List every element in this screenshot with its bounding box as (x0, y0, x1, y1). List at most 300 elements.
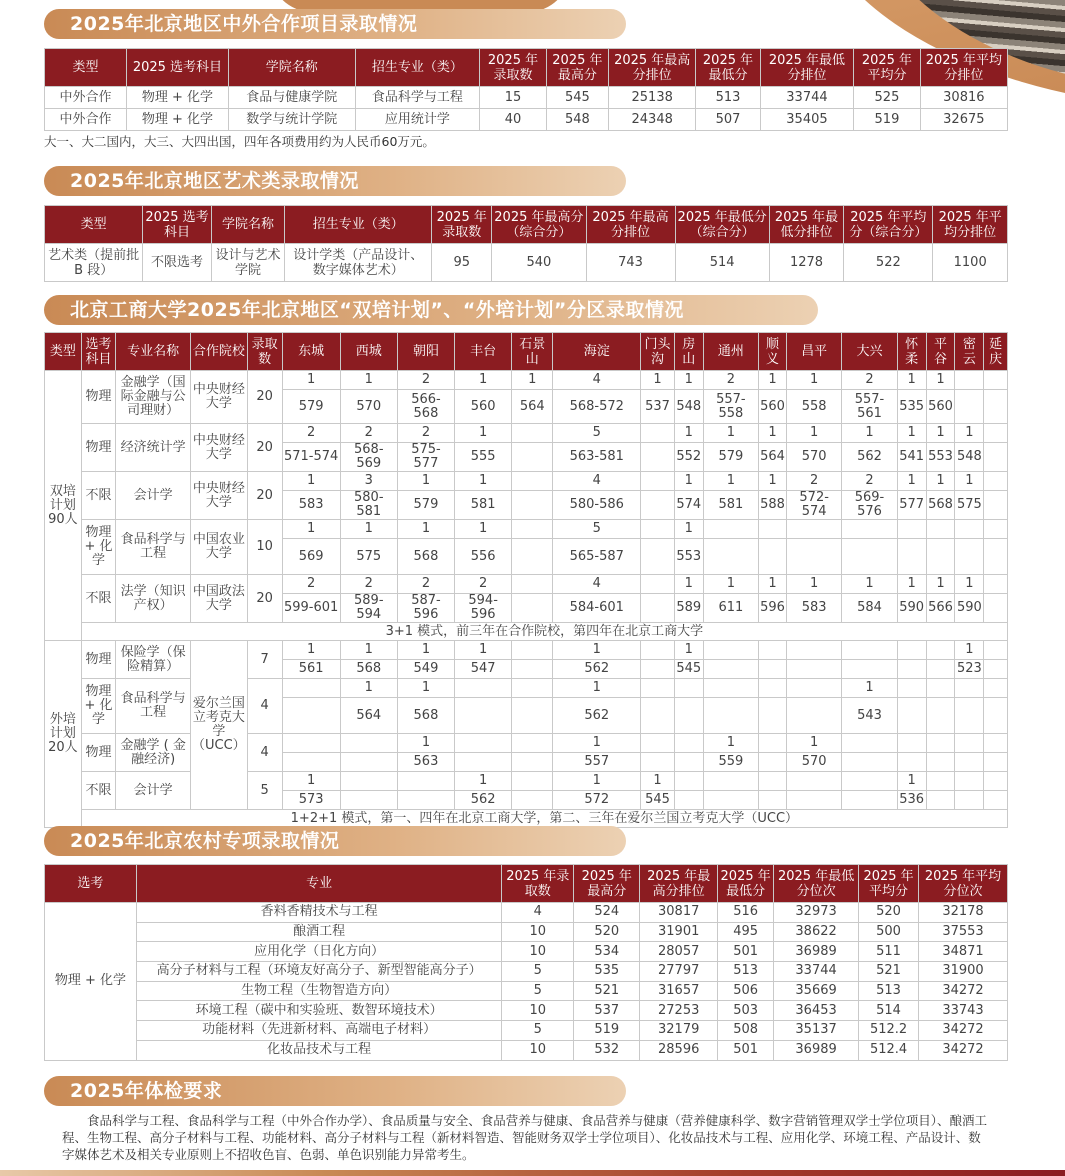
table-cell: 513 (859, 981, 919, 1001)
district-count-cell: 1 (926, 424, 955, 443)
district-count-cell (897, 641, 926, 660)
district-count-cell: 2 (282, 575, 340, 594)
table-cell: 24348 (609, 109, 696, 131)
table-cell: 5 (502, 1021, 574, 1041)
district-score-cell (897, 660, 926, 679)
table-cell: 生物工程（生物智造方向） (136, 981, 501, 1001)
district-score-cell (984, 390, 1008, 424)
district-count-cell: 1 (641, 772, 675, 791)
district-score-cell: 562 (553, 698, 641, 734)
district-count-cell (340, 772, 397, 791)
column-header: 2025 年录取数 (502, 865, 574, 903)
district-score-cell (926, 791, 955, 810)
table-cell: 艺术类（提前批 B 段） (45, 244, 143, 282)
district-score-cell (842, 791, 897, 810)
table-header-row (45, 49, 1008, 87)
subject-cell: 物理 + 化学 (81, 520, 116, 575)
column-header: 2025 年最低分位次 (774, 865, 859, 903)
table-row (45, 1001, 1008, 1021)
major-cell: 食品科学与工程 (116, 679, 191, 734)
table-cell: 30817 (640, 903, 718, 923)
district-score-cell (282, 753, 340, 772)
column-header: 2025 年最低分（综合分） (675, 206, 769, 244)
table-header-row (45, 206, 1008, 244)
subject-cell: 物理 + 化学 (45, 903, 137, 1061)
district-count-cell (984, 772, 1008, 791)
district-score-cell: 575-577 (397, 443, 454, 472)
section-title-art: 2025年北京地区艺术类录取情况 (44, 166, 626, 196)
district-count-cell: 1 (703, 472, 758, 491)
table-cell: 521 (859, 962, 919, 982)
table-cell: 中外合作 (45, 87, 127, 109)
table-cell: 化妆品技术与工程 (136, 1040, 501, 1060)
district-score-cell: 579 (397, 491, 454, 520)
district-score-cell: 581 (455, 491, 512, 520)
district-score-cell: 611 (703, 594, 758, 623)
table-cell: 32178 (919, 903, 1008, 923)
district-score-cell: 594-596 (455, 594, 512, 623)
sino-foreign-note: 大一、大二国内，大三、大四出国，四年各项费用约为人民币60万元。 (44, 134, 435, 149)
table-cell: 15 (480, 87, 546, 109)
table-header-row (45, 333, 1008, 371)
district-score-cell (641, 660, 675, 679)
district-count-cell (787, 520, 842, 539)
count-cell: 7 (247, 641, 282, 679)
table-row (45, 922, 1008, 942)
district-score-cell: 559 (703, 753, 758, 772)
district-score-cell (641, 443, 675, 472)
district-count-cell (641, 641, 675, 660)
column-header: 专业 (136, 865, 501, 903)
table-cell: 35137 (774, 1021, 859, 1041)
district-count-cell (984, 520, 1008, 539)
district-count-cell (641, 575, 675, 594)
district-count-cell: 2 (282, 424, 340, 443)
district-count-cell (455, 679, 512, 698)
district-score-cell: 564 (340, 698, 397, 734)
major-cell: 会计学 (116, 472, 191, 520)
district-score-cell: 563 (397, 753, 454, 772)
table-cell: 40 (480, 109, 546, 131)
district-score-cell: 568-569 (340, 443, 397, 472)
table-cell: 中外合作 (45, 109, 127, 131)
district-count-cell: 1 (759, 424, 787, 443)
district-count-cell (984, 679, 1008, 698)
bottom-decoration-bar (0, 1170, 1065, 1176)
district-score-cell: 577 (897, 491, 926, 520)
district-score-cell (984, 443, 1008, 472)
table-cell: 32973 (774, 903, 859, 923)
column-header: 延庆 (984, 333, 1008, 371)
district-score-cell (787, 791, 842, 810)
district-score-cell (984, 753, 1008, 772)
subject-cell: 不限 (81, 575, 116, 623)
major-cell: 金融学（国际金融与公司理财） (116, 371, 191, 424)
district-score-cell (703, 698, 758, 734)
district-score-cell (787, 539, 842, 575)
district-score-cell (703, 791, 758, 810)
district-count-cell: 1 (787, 371, 842, 390)
district-count-cell (512, 424, 553, 443)
column-header: 2025 年平均分位次 (919, 865, 1008, 903)
district-count-cell: 1 (674, 520, 703, 539)
district-score-cell (897, 539, 926, 575)
subject-cell: 物理 (81, 424, 116, 472)
district-count-cell: 1 (282, 472, 340, 491)
district-count-cell: 1 (897, 575, 926, 594)
section-title-rural: 2025年北京农村专项录取情况 (44, 826, 626, 856)
table-row (45, 244, 1008, 282)
table-cell: 食品科学与工程 (355, 87, 480, 109)
count-cell: 10 (247, 520, 282, 575)
table-cell: 37553 (919, 922, 1008, 942)
district-count-cell (641, 734, 675, 753)
district-score-cell: 556 (455, 539, 512, 575)
table-row (45, 641, 1008, 660)
district-score-cell (759, 753, 787, 772)
plan-type-cell: 外培计划20人 (45, 641, 82, 828)
table-cell: 33743 (919, 1001, 1008, 1021)
table-cell: 495 (718, 922, 774, 942)
column-header: 昌平 (787, 333, 842, 371)
district-count-cell: 1 (512, 371, 553, 390)
district-score-cell (512, 698, 553, 734)
district-count-cell (340, 734, 397, 753)
district-score-cell: 541 (897, 443, 926, 472)
district-count-cell (512, 641, 553, 660)
column-header: 2025 年平均分 (859, 865, 919, 903)
column-header: 专业名称 (116, 333, 191, 371)
column-header: 学院名称 (228, 49, 355, 87)
district-score-cell: 549 (397, 660, 454, 679)
district-count-cell: 1 (787, 734, 842, 753)
table-cell: 食品与健康学院 (228, 87, 355, 109)
table-cell: 环境工程（碳中和实验班、数智环境技术） (136, 1001, 501, 1021)
column-header: 2025 年平均分排位 (920, 49, 1007, 87)
district-count-cell: 1 (397, 472, 454, 491)
district-count-cell (984, 734, 1008, 753)
table-cell: 28596 (640, 1040, 718, 1060)
district-score-cell: 552 (674, 443, 703, 472)
district-count-cell (512, 734, 553, 753)
district-score-cell (955, 791, 984, 810)
district-score-cell (512, 594, 553, 623)
district-count-cell: 4 (553, 371, 641, 390)
district-count-cell: 1 (703, 734, 758, 753)
district-score-cell: 583 (787, 594, 842, 623)
district-count-cell: 1 (955, 641, 984, 660)
table-cell: 545 (546, 87, 608, 109)
district-score-cell: 563-581 (553, 443, 641, 472)
district-count-cell: 1 (759, 472, 787, 491)
district-score-cell: 579 (703, 443, 758, 472)
district-score-cell: 557-558 (703, 390, 758, 424)
count-cell: 5 (247, 772, 282, 810)
district-count-cell: 1 (703, 424, 758, 443)
district-score-cell (759, 698, 787, 734)
district-count-cell: 1 (455, 472, 512, 491)
district-count-cell (674, 772, 703, 791)
district-count-cell (984, 371, 1008, 390)
column-header: 类型 (45, 49, 127, 87)
section-title-health: 2025年体检要求 (44, 1076, 626, 1106)
table-cell: 33744 (760, 87, 853, 109)
district-count-cell (955, 520, 984, 539)
district-score-cell (759, 539, 787, 575)
district-score-cell: 570 (787, 753, 842, 772)
district-score-cell (955, 698, 984, 734)
district-count-cell: 1 (282, 641, 340, 660)
district-score-cell: 596 (759, 594, 787, 623)
count-cell: 20 (247, 424, 282, 472)
district-score-cell (926, 753, 955, 772)
table-cell: 520 (859, 903, 919, 923)
district-count-cell: 1 (897, 772, 926, 791)
district-score-cell (641, 698, 675, 734)
table-cell: 508 (718, 1021, 774, 1041)
district-count-cell: 1 (455, 641, 512, 660)
section-title-sino-foreign: 2025年北京地区中外合作项目录取情况 (44, 9, 626, 39)
district-count-cell: 1 (397, 520, 454, 539)
district-score-cell: 590 (955, 594, 984, 623)
table-cell: 503 (718, 1001, 774, 1021)
district-score-cell: 572-574 (787, 491, 842, 520)
district-count-cell: 1 (955, 575, 984, 594)
district-score-cell: 571-574 (282, 443, 340, 472)
table-cell: 537 (574, 1001, 640, 1021)
partner-cell: 中国政法大学 (191, 575, 248, 623)
table-cell: 31901 (640, 922, 718, 942)
district-count-cell: 1 (340, 641, 397, 660)
column-header: 朝阳 (397, 333, 454, 371)
district-count-cell (759, 679, 787, 698)
subject-cell: 物理 (81, 734, 116, 772)
district-count-cell (759, 641, 787, 660)
district-score-cell (512, 491, 553, 520)
column-header: 平谷 (926, 333, 955, 371)
district-count-cell: 1 (842, 679, 897, 698)
district-count-cell (703, 520, 758, 539)
column-header: 2025 年最高分排位 (640, 865, 718, 903)
district-score-cell: 557-561 (842, 390, 897, 424)
district-count-cell: 1 (674, 641, 703, 660)
district-score-cell: 568 (926, 491, 955, 520)
district-count-cell (842, 641, 897, 660)
table-cell: 1278 (769, 244, 844, 282)
district-count-cell: 1 (842, 424, 897, 443)
district-score-cell: 537 (641, 390, 675, 424)
table-row (45, 903, 1008, 923)
district-score-cell (512, 753, 553, 772)
district-count-cell (674, 679, 703, 698)
table-cell: 525 (854, 87, 920, 109)
district-count-cell (703, 641, 758, 660)
district-count-cell: 1 (703, 575, 758, 594)
district-count-cell (897, 734, 926, 753)
district-count-cell (512, 575, 553, 594)
district-score-cell (759, 791, 787, 810)
district-count-cell (897, 520, 926, 539)
district-score-cell (926, 539, 955, 575)
major-cell: 会计学 (116, 772, 191, 810)
district-count-cell (512, 679, 553, 698)
column-header: 2025 年最高分 (546, 49, 608, 87)
district-score-cell: 553 (674, 539, 703, 575)
district-count-cell: 1 (842, 575, 897, 594)
district-score-cell (282, 698, 340, 734)
table-cell: 数学与统计学院 (228, 109, 355, 131)
district-count-cell: 4 (553, 472, 641, 491)
district-score-cell: 574 (674, 491, 703, 520)
table-cell: 507 (696, 109, 760, 131)
table-cell: 28057 (640, 942, 718, 962)
table-row (45, 472, 1008, 491)
table-cell: 酿酒工程 (136, 922, 501, 942)
district-score-cell: 570 (787, 443, 842, 472)
district-score-cell (703, 539, 758, 575)
table-cell: 532 (574, 1040, 640, 1060)
column-header: 通州 (703, 333, 758, 371)
district-score-cell (512, 791, 553, 810)
district-score-cell (984, 491, 1008, 520)
district-score-cell (842, 753, 897, 772)
table-cell: 519 (574, 1021, 640, 1041)
table-cell: 516 (718, 903, 774, 923)
district-score-cell (984, 660, 1008, 679)
plan-note: 1+2+1 模式，第一、四年在北京工商大学，第二、三年在爱尔兰国立考克大学（UCC） (81, 810, 1007, 828)
column-header: 2025 年平均分 (854, 49, 920, 87)
district-count-cell: 1 (674, 424, 703, 443)
district-count-cell (759, 734, 787, 753)
table-row (45, 772, 1008, 791)
table-cell: 34272 (919, 1040, 1008, 1060)
district-score-cell: 560 (926, 390, 955, 424)
district-count-cell (955, 772, 984, 791)
district-count-cell (641, 679, 675, 698)
column-header: 类型 (45, 206, 143, 244)
column-header: 2025 年最低分 (696, 49, 760, 87)
partner-cell: 中央财经大学 (191, 424, 248, 472)
section-title-dual: 北京工商大学2025年北京地区“双培计划”、“外培计划”分区录取情况 (44, 295, 818, 325)
district-count-cell: 1 (455, 424, 512, 443)
district-score-cell: 583 (282, 491, 340, 520)
subject-cell: 不限 (81, 472, 116, 520)
table-cell: 535 (574, 962, 640, 982)
subject-cell: 物理 (81, 371, 116, 424)
district-count-cell: 3 (340, 472, 397, 491)
district-score-cell: 523 (955, 660, 984, 679)
table-cell: 27253 (640, 1001, 718, 1021)
subject-cell: 物理 (81, 641, 116, 679)
district-score-cell: 547 (455, 660, 512, 679)
column-header: 大兴 (842, 333, 897, 371)
district-score-cell (955, 753, 984, 772)
district-score-cell (455, 698, 512, 734)
table-cell: 38622 (774, 922, 859, 942)
table-cell: 36989 (774, 1040, 859, 1060)
district-score-cell: 568 (397, 539, 454, 575)
district-count-cell: 5 (553, 520, 641, 539)
district-count-cell (842, 772, 897, 791)
district-score-cell: 584 (842, 594, 897, 623)
district-score-cell: 566 (926, 594, 955, 623)
table-cell: 95 (432, 244, 492, 282)
district-score-cell: 599-601 (282, 594, 340, 623)
district-count-cell (955, 734, 984, 753)
district-count-cell (926, 641, 955, 660)
district-count-cell: 1 (553, 641, 641, 660)
count-cell: 20 (247, 472, 282, 520)
district-score-cell (842, 660, 897, 679)
district-score-cell: 569 (282, 539, 340, 575)
table-cell: 519 (854, 109, 920, 131)
sino-foreign-table (44, 48, 1008, 131)
district-count-cell (984, 472, 1008, 491)
column-header: 选考科目 (81, 333, 116, 371)
column-header: 门头沟 (641, 333, 675, 371)
column-header: 招生专业（类） (355, 49, 480, 87)
table-cell: 25138 (609, 87, 696, 109)
major-cell: 保险学（保险精算） (116, 641, 191, 679)
district-score-cell: 589 (674, 594, 703, 623)
table-cell: 1100 (933, 244, 1008, 282)
table-cell: 设计学类（产品设计、数字媒体艺术） (285, 244, 432, 282)
partner-cell: 中央财经大学 (191, 371, 248, 424)
district-score-cell: 568-572 (553, 390, 641, 424)
district-score-cell: 570 (340, 390, 397, 424)
district-score-cell: 589-594 (340, 594, 397, 623)
table-cell: 743 (586, 244, 675, 282)
column-header: 2025 年最高分排位 (586, 206, 675, 244)
table-cell: 522 (844, 244, 933, 282)
district-score-cell: 562 (455, 791, 512, 810)
district-count-cell: 1 (455, 371, 512, 390)
table-cell: 物理 + 化学 (127, 87, 229, 109)
district-score-cell: 590 (897, 594, 926, 623)
table-cell: 521 (574, 981, 640, 1001)
district-count-cell (787, 641, 842, 660)
district-count-cell: 1 (553, 772, 641, 791)
district-score-cell: 562 (553, 660, 641, 679)
table-cell: 513 (696, 87, 760, 109)
column-header: 2025 年最高分 (574, 865, 640, 903)
district-count-cell: 2 (340, 424, 397, 443)
district-score-cell: 553 (926, 443, 955, 472)
district-count-cell (641, 520, 675, 539)
district-score-cell: 588 (759, 491, 787, 520)
district-score-cell (842, 539, 897, 575)
district-count-cell (282, 734, 340, 753)
district-count-cell: 1 (787, 575, 842, 594)
district-count-cell (759, 520, 787, 539)
column-header: 丰台 (455, 333, 512, 371)
table-cell: 香料香精技术与工程 (136, 903, 501, 923)
district-count-cell: 1 (926, 575, 955, 594)
column-header: 2025 选考科目 (127, 49, 229, 87)
table-row (45, 734, 1008, 753)
table-cell: 31657 (640, 981, 718, 1001)
district-score-cell: 581 (703, 491, 758, 520)
district-score-cell: 564 (512, 390, 553, 424)
district-score-cell: 572 (553, 791, 641, 810)
table-row (45, 87, 1008, 109)
district-count-cell (926, 520, 955, 539)
table-cell: 512.4 (859, 1040, 919, 1060)
district-count-cell (512, 520, 553, 539)
table-cell: 10 (502, 922, 574, 942)
district-score-cell (984, 594, 1008, 623)
note-row (45, 623, 1008, 641)
